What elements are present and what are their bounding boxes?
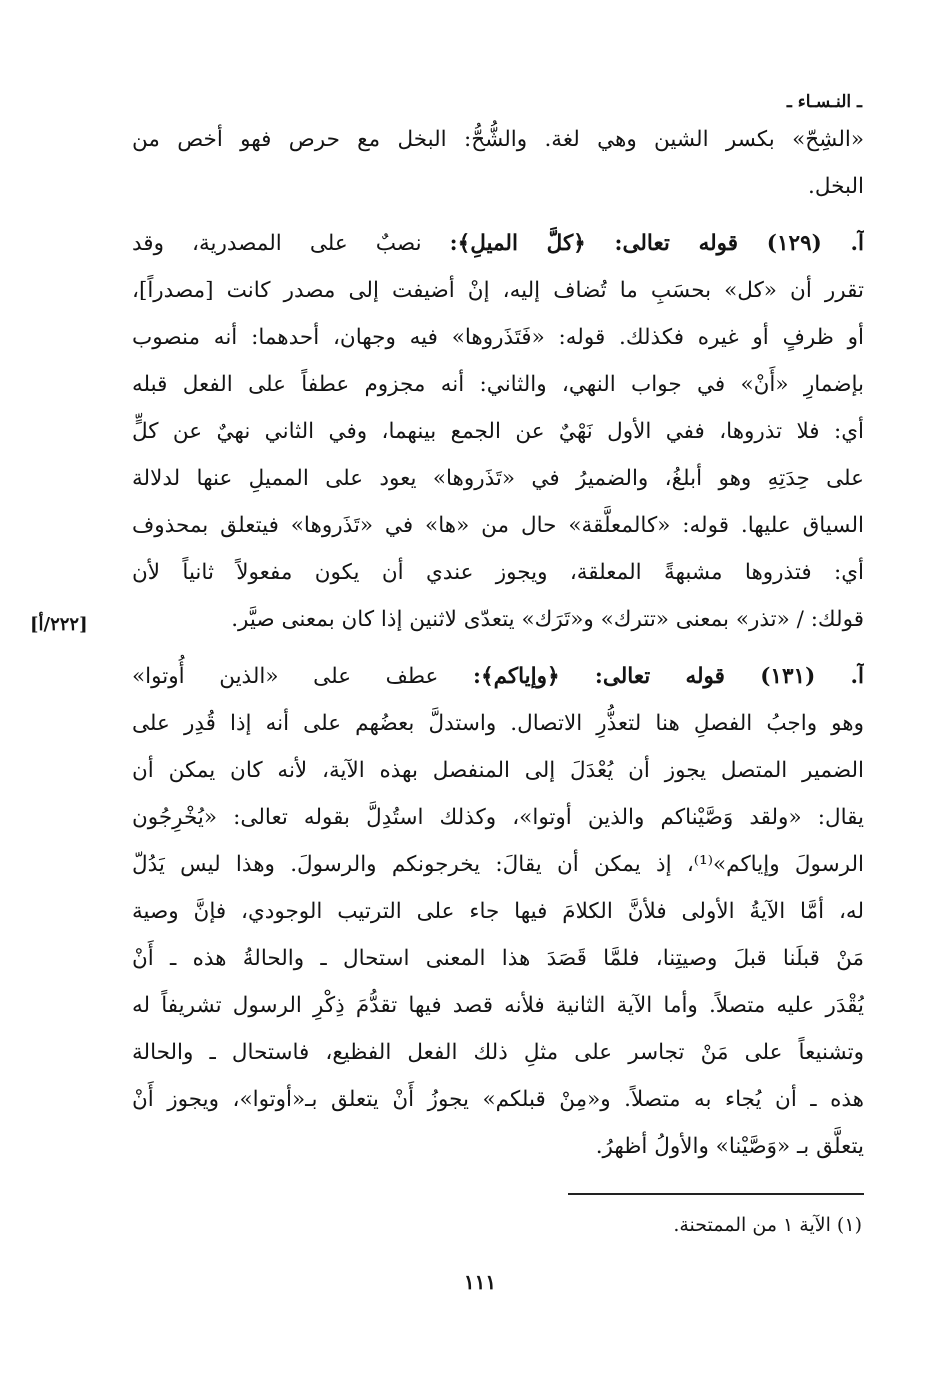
text-line: هذه ـ أن يُجاء به متصلاً. و«مِنْ قبلكم» يجوزُ أَنْ يتعلق بـ«أوتوا»، ويجوز أَنْ [132,1087,864,1112]
text-line: أي: فتذروها مشبهةً المعلقة، ويجوز عندي أن يكون مفعولاً ثانياً لأن [132,560,864,585]
text-line: أو ظرفٍ أو غيره فكذلك. قوله: «فَتَذَروها» فيه وجهان، أحدهما: أنه منصوب [132,325,864,350]
text-line: مَنْ قبلَنا قبلَ وصيتِنا، فلمَّا قَصَدَ هذا المعنى استحال ـ والحالةُ هذه ـ أَنْ [132,946,864,971]
text-line: بإضمارِ «أَنْ» في جواب النهي، والثاني: أنه مجزوم عطفاً على الفعل قبله [132,372,864,397]
running-header: ـ النـسـاء ـ [786,92,862,112]
text-line [132,220,864,267]
text-line: يقال: «ولقد وَصَّيْناكم والذين أوتوا»، وكذلك استُدِلَّ بقوله تعالى: «يُخْرِجُون [132,805,864,830]
text-line: يُقْدَر عليه متصلاً. وأما الآية الثانية فلأنه قصد فيها تقدُّمَ ذِكْرِ الرسول تشريفاً له [132,993,864,1018]
verse-commentary: عطف على «الذين أُوتوا» [132,664,439,689]
verse-heading: آ. (١٣١) قوله تعالى: ﴿وإياكم﴾: [473,664,864,689]
text-line: الرسولَ وإياكم»⁽¹⁾، إذ يمكن أن يقالَ: يخرجونكم والرسولَ. وهذا ليس يَدُلّ [132,852,864,877]
manuscript-folio-reference: [٢٢٢/أ] [30,614,88,635]
text-line: على حِدَتِهِ وهو أبلغُ، والضميرُ في «تَذَروها» يعود على المميلِ عنها لدلالة [132,466,864,491]
paragraph [132,220,864,643]
text-line: أي: فلا تذروها، ففي الأول نَهْيٌ عن الجمع بينهما، وفي الثاني نهيٌ عن كلٍّ [132,419,864,444]
verse-commentary: نصبٌ على المصدرية، وقد [132,231,422,256]
footnote: (١) الآية ١ من الممتحنة. [673,1214,862,1236]
text-line: «الشِحّ» بكسر الشين وهي لغة. والشُّحُّ: البخل مع حرص فهو أخص من [132,127,864,152]
text-line: يتعلَّق بـ «وَصَّيْنا» والأولُ أظهرُ. [595,1134,864,1159]
text-line: وهو واجبُ الفصلِ هنا لتعذُّرِ الاتصال. واستدلَّ بعضُهم على أنه إذا قُدِر على [132,711,864,736]
verse-heading: آ. (١٢٩) قوله تعالى: ﴿كلَّ الميلِ﴾: [449,231,864,256]
paragraph [132,653,864,1170]
text-line: له، أمَّا الآيةُ الأولى فلأنَّ الكلامَ فيها جاء على الترتيب الوجودي، فإنَّ وصية [132,899,864,924]
main-text [132,116,864,1170]
text-line: الضمير المتصل يجوز أن يُعْدَلَ إلى المنفصل بهذه الآية، لأنه كان يمكن أن [132,758,864,783]
text-line: وتشنيعاً على مَنْ تجاسر على مثلِ ذلك الفعل الفظيع، فاستحال ـ والحالة [132,1040,864,1065]
paragraph-gap [132,643,864,653]
text-line: تقرر أن «كل» بحسَبِ ما تُضاف إليه، إنْ أضيفت إلى مصدر كانت [مصدراً]، [132,278,864,303]
text-line [132,653,864,700]
text-line: السياق عليها. قوله: «كالمعلَّقة» حال من «ها» في «تَذَروها» فيتعلق بمحذوف [132,513,864,538]
footnote-divider [568,1193,864,1195]
paragraph [132,116,864,210]
paragraph-gap [132,210,864,220]
page-number: ١١١ [463,1270,497,1294]
text-line: قولك: / «تذر» بمعنى «تترك» و«تَرَك» يتعدّى لاثنين إذا كان بمعنى صيَّر. [231,607,864,632]
text-line: البخل. [807,174,864,199]
